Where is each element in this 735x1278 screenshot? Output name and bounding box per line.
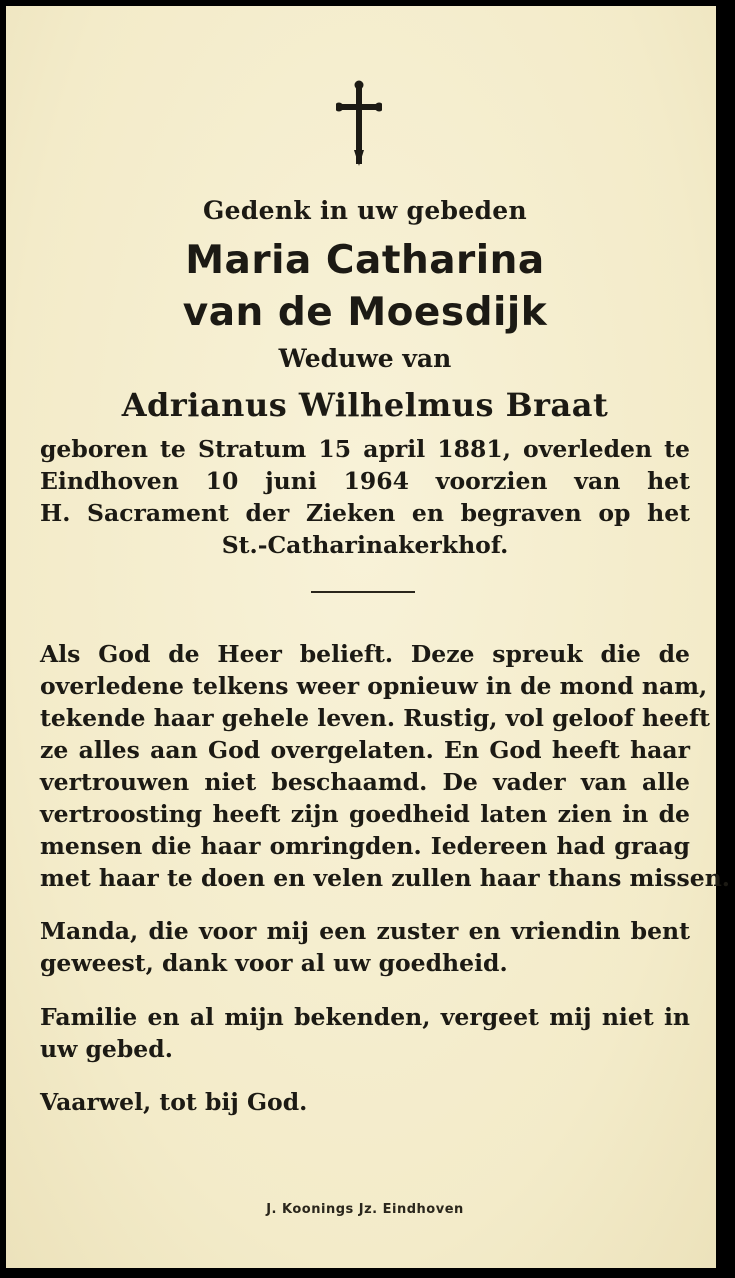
paragraph1-line: vertrouwen niet beschaamd. De vader van alle xyxy=(40,768,690,796)
widow-of-label: Weduwe van xyxy=(278,344,452,373)
paragraph1-line: ze alles aan God overgelaten. En God heeft haar xyxy=(40,736,690,764)
bio-line: H. Sacrament der Zieken en begraven op het xyxy=(40,499,690,527)
paragraph1-line: met haar te doen en velen zullen haar thans missen. xyxy=(40,864,730,892)
divider xyxy=(311,591,415,593)
paragraph1-line: vertroosting heeft zijn goedheid laten zien in de xyxy=(40,800,690,828)
deceased-name-line1: Maria Catharina xyxy=(185,238,545,283)
farewell-text: Vaarwel, tot bij God. xyxy=(40,1088,308,1116)
memorial-card xyxy=(6,6,730,1268)
bio-line: St.-Catharinakerkhof. xyxy=(221,531,509,559)
paragraph2-line: Manda, die voor mij een zuster en vriendin bent xyxy=(40,917,690,945)
bio-line: Eindhoven 10 juni 1964 voorzien van het xyxy=(40,467,690,495)
paragraph1-line: Als God de Heer belieft. Deze spreuk die de xyxy=(40,640,690,668)
deceased-name-line2: van de Moesdijk xyxy=(182,290,548,335)
paragraph3-line: Familie en al mijn bekenden, vergeet mij niet in xyxy=(40,1003,690,1031)
intro-text: Gedenk in uw gebeden xyxy=(203,196,527,225)
paragraph1-line: overledene telkens weer opnieuw in de mond nam, xyxy=(40,672,708,700)
husband-name: Adrianus Wilhelmus Braat xyxy=(121,386,609,424)
paragraph2-line: geweest, dank voor al uw goedheid. xyxy=(40,949,508,977)
printer-credit: J. Koonings Jz. Eindhoven xyxy=(266,1202,464,1217)
bio-line: geboren te Stratum 15 april 1881, overleden te xyxy=(40,435,690,463)
paragraph1-line: tekende haar gehele leven. Rustig, vol geloof heeft xyxy=(40,704,710,732)
cross-icon xyxy=(336,80,382,166)
paragraph1-line: mensen die haar omringden. Iedereen had graag xyxy=(40,832,690,860)
paragraph3-line: uw gebed. xyxy=(40,1035,173,1063)
